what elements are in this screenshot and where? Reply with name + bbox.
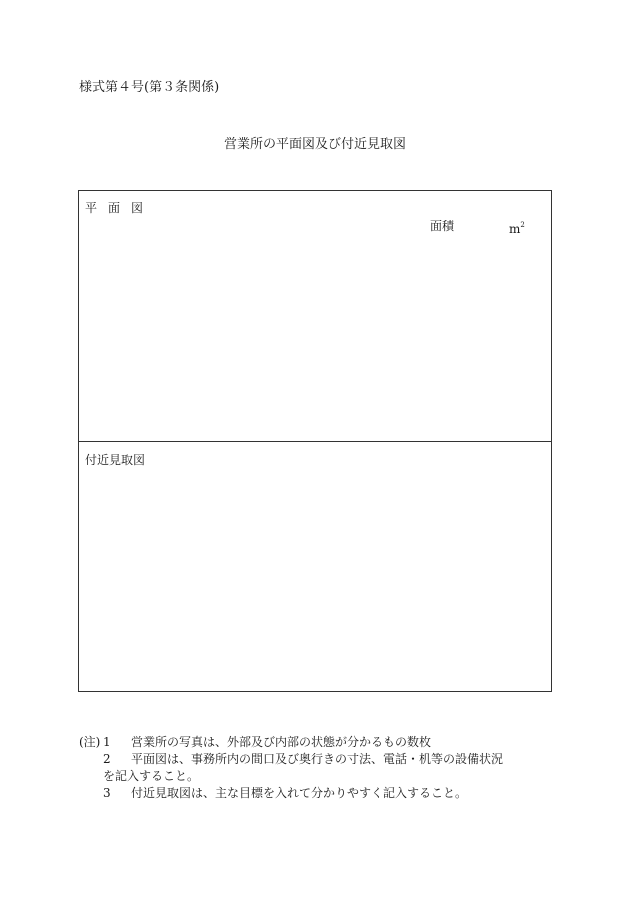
note-item [79,785,559,802]
document-title: 営業所の平面図及び付近見取図 [223,137,406,152]
note-number: 1 [103,735,111,749]
area-label: 面積 [430,219,455,233]
note-item [79,751,559,768]
note-text: 営業所の写真は、外部及び内部の状態が分かるもの数枚 [131,735,432,749]
floor-plan-label: 平面図 [85,201,155,215]
note-number: 2 [103,752,111,766]
area-unit-superscript: 2 [520,221,525,229]
note-text: 平面図は、事務所内の間口及び奥行きの寸法、電話・机等の設備状況 [131,752,504,766]
drawing-frame [78,190,552,692]
section-divider [79,441,551,442]
area-unit [509,218,525,237]
note-number: 3 [103,786,111,800]
note-text: 付近見取図は、主な目標を入れて分かりやすく記入すること。 [131,786,468,800]
notes-section [79,734,559,802]
note-item [79,734,559,751]
form-number-label: 様式第４号(第３条関係) [79,80,220,95]
vicinity-map-label: 付近見取図 [85,453,146,467]
notes-prefix: (注) [79,735,101,749]
note-continuation [79,768,559,785]
note-text-continued: を記入すること。 [103,769,200,783]
area-unit-base: m [509,222,521,236]
